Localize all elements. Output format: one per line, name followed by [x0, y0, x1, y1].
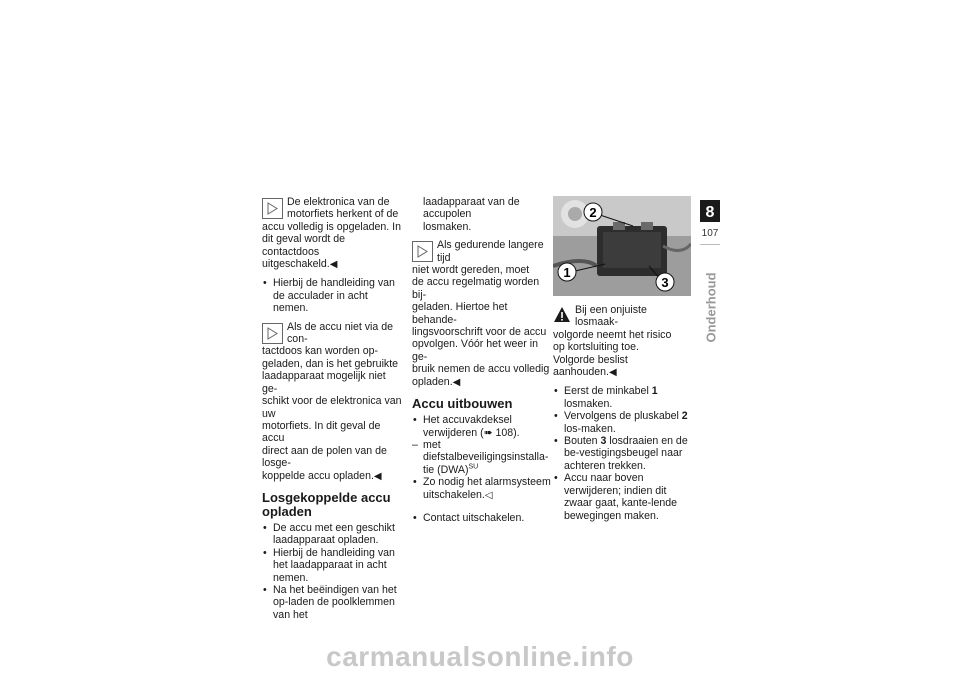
continued-text: laadapparaat van de accupolen losmaken. [423, 196, 520, 233]
chapter-number: 8 [705, 204, 715, 221]
section-title: Onderhoud [703, 272, 719, 343]
list-remove [412, 414, 552, 502]
watermark: carmanualsonline.info [326, 641, 634, 672]
list-ignition [412, 512, 552, 524]
note-text: De elektronica van de motorfiets herkent of de accu volledig is opgeladen. In dit geval wordt de contactdoos uitgeschakeld.◀ [262, 196, 401, 271]
photo-label-1: 1 [563, 265, 571, 280]
divider [700, 244, 720, 245]
list-item: • Accu naar boven verwijderen; indien dit zwaar gaat, kante-lende bewegingen maken. [553, 472, 691, 522]
warning-order [553, 304, 691, 379]
list-charger [262, 277, 402, 314]
column-3 [553, 196, 691, 528]
list-steps [553, 385, 691, 521]
note-socket [262, 321, 402, 483]
note-text: Als de accu niet via de con- tactdoos kan worden op- geladen, dan is het gebruikte laadapparaat mogelijk niet ge- schikt voor de elektronica van uw motorfiets. In dit geval de accu direct aan de polen van de losge- koppelde accu opladen.◀ [262, 320, 402, 482]
list-item: • Contact uitschakelen. [412, 512, 552, 524]
list-item: – met diefstalbeveiligingsinstalla-tie (DWA)$^{SU}$ [412, 439, 552, 476]
photo-label-2: 2 [589, 205, 597, 220]
chapter-tab [700, 200, 720, 222]
end-mark-icon: ◀ [373, 470, 382, 482]
list-item: • Hierbij de handleiding van het laadapparaat in acht nemen. [262, 547, 402, 584]
end-mark-icon: ◀ [329, 259, 338, 271]
note-icon [262, 198, 283, 219]
page-number: 107 [701, 228, 719, 239]
list-item: • Hierbij de handleiding van de acculader in acht nemen. [262, 277, 402, 314]
list-item: • Zo nodig het alarmsysteem uitschakelen.◁ [412, 476, 552, 502]
note-text: Als gedurende langere tijd niet wordt gereden, moet de accu regelmatig worden bij- geladen. Hiertoe het behande- lingsvoorschrift voor de accu opvolgen. Vóór het weer in ge- bruik nemen de accu volledig opladen.◀ [412, 239, 550, 388]
end-mark-open-icon: ◁ [484, 489, 493, 501]
column-2 [412, 196, 552, 530]
note-icon [262, 323, 283, 344]
photo-label-3: 3 [661, 275, 669, 290]
battery-illustration [553, 196, 691, 296]
list-item: • Bouten 3 losdraaien en de be-vestigingsbeugel naar achteren trekken. [553, 435, 691, 472]
end-mark-icon: ◀ [452, 376, 461, 388]
heading-disconnected: Losgekoppelde accu opladen [262, 489, 391, 519]
list-item: • Het accuvakdeksel verwijderen (➠ 108). [412, 414, 552, 439]
battery-photo [553, 196, 691, 296]
list-disconnected [262, 522, 402, 621]
warning-text: Bij een onjuiste losmaak- volgorde neemt het risico op kortsluiting toe. Volgorde beslist aanhouden.◀ [553, 304, 672, 379]
note-electronics [262, 196, 402, 271]
list-item: • Vervolgens de pluskabel 2 los-maken. [553, 410, 691, 435]
heading-remove-battery: Accu uitbouwen [412, 396, 513, 412]
list-item: • Na het beëindigen van het op-laden de poolklemmen van het [262, 584, 402, 621]
list-item: • De accu met een geschikt laadapparaat opladen. [262, 522, 402, 547]
note-longterm [412, 239, 552, 389]
warning-icon [553, 306, 571, 324]
list-item: • Eerst de minkabel 1 losmaken. [553, 385, 691, 410]
end-mark-icon: ◀ [608, 367, 617, 379]
column-1 [262, 196, 402, 627]
note-icon [412, 241, 433, 262]
